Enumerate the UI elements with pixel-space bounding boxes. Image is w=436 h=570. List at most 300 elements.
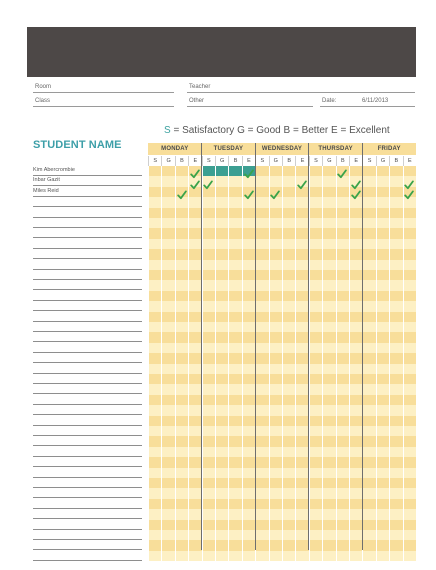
rating-cell[interactable] — [188, 270, 201, 280]
rating-cell[interactable] — [376, 416, 389, 426]
rating-cell[interactable] — [215, 364, 228, 374]
rating-cell[interactable] — [148, 187, 161, 197]
rating-cell[interactable] — [255, 218, 268, 228]
rating-cell[interactable] — [228, 249, 241, 259]
rating-cell[interactable] — [269, 395, 282, 405]
rating-cell[interactable] — [255, 239, 268, 249]
rating-cell[interactable] — [282, 166, 295, 176]
rating-cell[interactable] — [309, 260, 322, 270]
rating-cell[interactable] — [215, 291, 228, 301]
rating-cell[interactable] — [336, 468, 349, 478]
rating-cell[interactable] — [349, 218, 362, 228]
rating-cell[interactable] — [349, 353, 362, 363]
rating-cell[interactable] — [389, 218, 402, 228]
rating-cell[interactable] — [322, 405, 335, 415]
rating-cell[interactable] — [228, 270, 241, 280]
rating-cell[interactable] — [242, 239, 255, 249]
rating-cell[interactable] — [376, 405, 389, 415]
rating-cell[interactable] — [282, 187, 295, 197]
rating-cell[interactable] — [255, 301, 268, 311]
rating-cell[interactable] — [161, 343, 174, 353]
rating-cell[interactable] — [376, 436, 389, 446]
rating-cell[interactable] — [282, 405, 295, 415]
rating-cell[interactable] — [188, 249, 201, 259]
rating-cell[interactable] — [309, 197, 322, 207]
rating-cell[interactable] — [269, 447, 282, 457]
rating-cell[interactable] — [403, 457, 416, 467]
rating-cell[interactable] — [349, 436, 362, 446]
rating-cell[interactable] — [148, 374, 161, 384]
rating-cell[interactable] — [148, 530, 161, 540]
rating-cell[interactable] — [376, 332, 389, 342]
rating-cell[interactable] — [336, 405, 349, 415]
rating-cell[interactable] — [309, 218, 322, 228]
rating-cell[interactable] — [349, 520, 362, 530]
rating-cell[interactable] — [255, 374, 268, 384]
rating-cell[interactable] — [148, 312, 161, 322]
rating-cell[interactable] — [269, 468, 282, 478]
rating-cell[interactable] — [403, 405, 416, 415]
rating-cell[interactable] — [202, 301, 215, 311]
rating-cell[interactable] — [389, 426, 402, 436]
rating-cell[interactable] — [161, 208, 174, 218]
rating-cell[interactable] — [362, 228, 375, 238]
rating-cell[interactable] — [309, 208, 322, 218]
rating-cell[interactable] — [202, 353, 215, 363]
rating-cell[interactable] — [295, 447, 308, 457]
rating-cell[interactable] — [175, 436, 188, 446]
rating-cell[interactable] — [362, 312, 375, 322]
rating-cell[interactable] — [215, 312, 228, 322]
rating-cell[interactable] — [269, 488, 282, 498]
rating-cell[interactable] — [403, 228, 416, 238]
rating-cell[interactable] — [202, 280, 215, 290]
rating-cell[interactable] — [336, 270, 349, 280]
rating-cell[interactable] — [309, 187, 322, 197]
rating-cell[interactable] — [255, 280, 268, 290]
rating-cell[interactable] — [202, 322, 215, 332]
rating-cell[interactable] — [349, 260, 362, 270]
rating-cell[interactable] — [389, 468, 402, 478]
rating-cell[interactable] — [228, 488, 241, 498]
rating-cell[interactable] — [322, 280, 335, 290]
rating-cell[interactable] — [175, 270, 188, 280]
rating-cell[interactable] — [148, 499, 161, 509]
rating-cell[interactable] — [309, 405, 322, 415]
rating-cell[interactable] — [309, 291, 322, 301]
rating-cell[interactable] — [389, 395, 402, 405]
rating-cell[interactable] — [188, 468, 201, 478]
student-name-row[interactable] — [33, 509, 142, 519]
rating-cell[interactable] — [215, 457, 228, 467]
rating-cell[interactable] — [228, 187, 241, 197]
rating-cell[interactable] — [322, 291, 335, 301]
rating-cell[interactable] — [349, 208, 362, 218]
rating-cell[interactable] — [175, 176, 188, 186]
rating-cell[interactable] — [148, 280, 161, 290]
rating-cell[interactable] — [148, 457, 161, 467]
rating-cell[interactable] — [188, 218, 201, 228]
rating-cell[interactable] — [349, 478, 362, 488]
rating-cell[interactable] — [336, 312, 349, 322]
rating-cell[interactable] — [215, 499, 228, 509]
rating-cell[interactable] — [255, 405, 268, 415]
rating-cell[interactable] — [403, 488, 416, 498]
rating-cell[interactable] — [349, 395, 362, 405]
rating-cell[interactable] — [362, 520, 375, 530]
rating-cell[interactable] — [282, 176, 295, 186]
rating-cell[interactable] — [228, 239, 241, 249]
rating-cell[interactable] — [202, 312, 215, 322]
rating-cell[interactable] — [403, 447, 416, 457]
rating-cell[interactable] — [403, 436, 416, 446]
rating-cell[interactable] — [148, 353, 161, 363]
rating-cell[interactable] — [309, 395, 322, 405]
rating-cell[interactable] — [148, 197, 161, 207]
rating-cell[interactable] — [322, 551, 335, 561]
rating-cell[interactable] — [309, 457, 322, 467]
rating-cell[interactable] — [269, 228, 282, 238]
rating-cell[interactable] — [188, 499, 201, 509]
rating-cell[interactable] — [148, 405, 161, 415]
rating-cell[interactable] — [202, 197, 215, 207]
rating-cell[interactable] — [295, 270, 308, 280]
rating-cell[interactable] — [295, 405, 308, 415]
rating-cell[interactable] — [336, 530, 349, 540]
rating-cell[interactable] — [403, 384, 416, 394]
rating-cell[interactable] — [269, 426, 282, 436]
rating-cell[interactable] — [269, 176, 282, 186]
rating-cell[interactable] — [148, 488, 161, 498]
rating-cell[interactable] — [282, 436, 295, 446]
rating-cell[interactable] — [362, 384, 375, 394]
rating-cell[interactable] — [148, 218, 161, 228]
rating-cell[interactable] — [228, 301, 241, 311]
rating-cell[interactable] — [202, 270, 215, 280]
rating-cell[interactable] — [389, 447, 402, 457]
rating-cell[interactable] — [255, 332, 268, 342]
rating-cell[interactable] — [202, 457, 215, 467]
rating-cell[interactable] — [322, 509, 335, 519]
rating-cell[interactable] — [336, 457, 349, 467]
rating-cell[interactable] — [269, 530, 282, 540]
rating-cell[interactable] — [242, 457, 255, 467]
rating-cell[interactable] — [389, 343, 402, 353]
rating-cell[interactable] — [215, 166, 228, 176]
rating-cell[interactable] — [362, 332, 375, 342]
rating-cell[interactable] — [202, 384, 215, 394]
rating-cell[interactable] — [336, 197, 349, 207]
rating-cell[interactable] — [322, 499, 335, 509]
rating-cell[interactable] — [175, 447, 188, 457]
rating-cell[interactable] — [322, 270, 335, 280]
rating-cell[interactable] — [282, 291, 295, 301]
rating-cell[interactable] — [322, 332, 335, 342]
room-field[interactable] — [33, 92, 174, 93]
student-name-row[interactable] — [33, 374, 142, 384]
rating-cell[interactable] — [255, 228, 268, 238]
rating-cell[interactable] — [161, 301, 174, 311]
rating-cell[interactable] — [309, 478, 322, 488]
rating-cell[interactable] — [309, 374, 322, 384]
rating-cell[interactable] — [295, 218, 308, 228]
rating-cell[interactable] — [175, 166, 188, 176]
rating-cell[interactable] — [269, 312, 282, 322]
rating-cell[interactable] — [188, 301, 201, 311]
rating-cell[interactable] — [295, 468, 308, 478]
rating-cell[interactable] — [362, 509, 375, 519]
rating-cell[interactable] — [336, 395, 349, 405]
rating-cell[interactable] — [376, 447, 389, 457]
rating-cell[interactable] — [309, 270, 322, 280]
rating-cell[interactable] — [309, 364, 322, 374]
rating-cell[interactable] — [336, 343, 349, 353]
rating-cell[interactable] — [376, 384, 389, 394]
rating-cell[interactable] — [255, 364, 268, 374]
rating-cell[interactable] — [215, 208, 228, 218]
rating-cell[interactable] — [255, 499, 268, 509]
rating-cell[interactable] — [202, 447, 215, 457]
rating-cell[interactable] — [403, 520, 416, 530]
rating-cell[interactable] — [228, 343, 241, 353]
rating-cell[interactable] — [309, 353, 322, 363]
rating-cell[interactable] — [202, 551, 215, 561]
rating-cell[interactable] — [188, 197, 201, 207]
rating-cell[interactable] — [175, 364, 188, 374]
rating-cell[interactable] — [202, 395, 215, 405]
rating-cell[interactable] — [282, 270, 295, 280]
rating-cell[interactable] — [215, 322, 228, 332]
student-name-row[interactable] — [33, 239, 142, 249]
rating-cell[interactable] — [242, 270, 255, 280]
rating-cell[interactable] — [188, 312, 201, 322]
rating-cell[interactable] — [376, 312, 389, 322]
rating-cell[interactable] — [349, 530, 362, 540]
rating-cell[interactable] — [215, 353, 228, 363]
rating-cell[interactable] — [269, 353, 282, 363]
rating-cell[interactable] — [215, 416, 228, 426]
rating-cell[interactable] — [202, 343, 215, 353]
rating-cell[interactable] — [215, 395, 228, 405]
rating-cell[interactable] — [322, 395, 335, 405]
rating-cell[interactable] — [228, 457, 241, 467]
rating-cell[interactable] — [148, 228, 161, 238]
rating-cell[interactable] — [362, 280, 375, 290]
rating-cell[interactable] — [215, 249, 228, 259]
rating-cell[interactable] — [349, 343, 362, 353]
rating-cell[interactable] — [161, 436, 174, 446]
rating-cell[interactable] — [403, 468, 416, 478]
rating-cell[interactable] — [269, 280, 282, 290]
rating-cell[interactable] — [349, 280, 362, 290]
teacher-field[interactable] — [187, 92, 415, 93]
rating-cell[interactable] — [228, 520, 241, 530]
rating-cell[interactable] — [322, 239, 335, 249]
rating-cell[interactable] — [282, 228, 295, 238]
rating-cell[interactable] — [309, 509, 322, 519]
rating-cell[interactable] — [215, 374, 228, 384]
rating-cell[interactable] — [255, 447, 268, 457]
student-name-row[interactable] — [33, 540, 142, 550]
rating-cell[interactable] — [188, 239, 201, 249]
rating-cell[interactable] — [282, 343, 295, 353]
rating-cell[interactable] — [309, 249, 322, 259]
rating-cell[interactable] — [255, 343, 268, 353]
rating-cell[interactable] — [228, 364, 241, 374]
rating-cell[interactable] — [255, 478, 268, 488]
rating-cell[interactable] — [336, 218, 349, 228]
rating-cell[interactable] — [148, 364, 161, 374]
rating-cell[interactable] — [295, 343, 308, 353]
rating-cell[interactable] — [228, 478, 241, 488]
rating-cell[interactable] — [322, 343, 335, 353]
rating-cell[interactable] — [228, 291, 241, 301]
rating-cell[interactable] — [215, 384, 228, 394]
rating-cell[interactable] — [215, 332, 228, 342]
rating-cell[interactable] — [376, 364, 389, 374]
rating-cell[interactable] — [295, 228, 308, 238]
rating-cell[interactable] — [255, 322, 268, 332]
rating-cell[interactable] — [255, 384, 268, 394]
rating-cell[interactable] — [228, 353, 241, 363]
rating-cell[interactable] — [376, 187, 389, 197]
rating-cell[interactable] — [309, 343, 322, 353]
rating-cell[interactable] — [403, 270, 416, 280]
rating-cell[interactable] — [188, 540, 201, 550]
rating-cell[interactable] — [269, 208, 282, 218]
rating-cell[interactable] — [255, 530, 268, 540]
rating-cell[interactable] — [349, 291, 362, 301]
rating-cell[interactable] — [309, 280, 322, 290]
rating-cell[interactable] — [242, 260, 255, 270]
rating-cell[interactable] — [336, 322, 349, 332]
rating-cell[interactable] — [322, 488, 335, 498]
rating-cell[interactable] — [362, 426, 375, 436]
rating-cell[interactable] — [215, 239, 228, 249]
rating-cell[interactable] — [336, 551, 349, 561]
rating-cell[interactable] — [376, 280, 389, 290]
student-name-row[interactable] — [33, 353, 142, 363]
rating-cell[interactable] — [161, 447, 174, 457]
rating-cell[interactable] — [242, 540, 255, 550]
rating-cell[interactable] — [389, 478, 402, 488]
rating-cell[interactable] — [202, 228, 215, 238]
rating-cell[interactable] — [309, 468, 322, 478]
rating-cell[interactable] — [282, 332, 295, 342]
rating-cell[interactable] — [295, 332, 308, 342]
rating-cell[interactable] — [188, 509, 201, 519]
rating-cell[interactable] — [148, 249, 161, 259]
rating-cell[interactable] — [376, 457, 389, 467]
rating-cell[interactable] — [215, 509, 228, 519]
rating-cell[interactable] — [242, 416, 255, 426]
rating-cell[interactable] — [295, 374, 308, 384]
rating-cell[interactable] — [188, 416, 201, 426]
rating-cell[interactable] — [349, 468, 362, 478]
rating-cell[interactable] — [349, 457, 362, 467]
student-name-row[interactable] — [33, 270, 142, 280]
rating-cell[interactable] — [322, 249, 335, 259]
rating-cell[interactable] — [215, 343, 228, 353]
rating-cell[interactable] — [322, 520, 335, 530]
rating-cell[interactable] — [322, 208, 335, 218]
date-field[interactable] — [320, 106, 415, 107]
rating-cell[interactable] — [295, 478, 308, 488]
rating-cell[interactable] — [188, 436, 201, 446]
rating-cell[interactable] — [349, 312, 362, 322]
rating-cell[interactable] — [309, 488, 322, 498]
rating-cell[interactable] — [295, 364, 308, 374]
rating-cell[interactable] — [403, 530, 416, 540]
rating-cell[interactable] — [228, 551, 241, 561]
rating-cell[interactable] — [242, 228, 255, 238]
rating-cell[interactable] — [389, 353, 402, 363]
rating-cell[interactable] — [389, 499, 402, 509]
rating-cell[interactable] — [349, 416, 362, 426]
rating-cell[interactable] — [403, 426, 416, 436]
rating-cell[interactable] — [362, 447, 375, 457]
rating-cell[interactable] — [242, 353, 255, 363]
rating-cell[interactable] — [376, 228, 389, 238]
rating-cell[interactable] — [309, 228, 322, 238]
rating-cell[interactable] — [215, 478, 228, 488]
rating-cell[interactable] — [228, 208, 241, 218]
student-name-row[interactable] — [33, 312, 142, 322]
rating-cell[interactable] — [282, 249, 295, 259]
rating-cell[interactable] — [269, 322, 282, 332]
rating-cell[interactable] — [389, 436, 402, 446]
rating-cell[interactable] — [376, 343, 389, 353]
rating-cell[interactable] — [228, 312, 241, 322]
student-name-row[interactable] — [33, 291, 142, 301]
rating-cell[interactable] — [376, 270, 389, 280]
rating-cell[interactable] — [403, 208, 416, 218]
rating-cell[interactable] — [389, 488, 402, 498]
rating-cell[interactable] — [376, 478, 389, 488]
rating-cell[interactable] — [175, 509, 188, 519]
rating-cell[interactable] — [215, 197, 228, 207]
rating-cell[interactable] — [202, 540, 215, 550]
rating-cell[interactable] — [362, 166, 375, 176]
rating-cell[interactable] — [202, 520, 215, 530]
rating-cell[interactable] — [228, 374, 241, 384]
rating-cell[interactable] — [161, 405, 174, 415]
rating-cell[interactable] — [148, 260, 161, 270]
rating-cell[interactable] — [175, 228, 188, 238]
rating-cell[interactable] — [215, 260, 228, 270]
student-name-row[interactable] — [33, 499, 142, 509]
rating-cell[interactable] — [161, 551, 174, 561]
student-name-row[interactable] — [33, 457, 142, 467]
rating-cell[interactable] — [202, 416, 215, 426]
rating-cell[interactable] — [336, 260, 349, 270]
rating-cell[interactable] — [336, 353, 349, 363]
rating-cell[interactable] — [161, 540, 174, 550]
rating-cell[interactable] — [336, 249, 349, 259]
rating-cell[interactable] — [362, 260, 375, 270]
student-name-row[interactable] — [33, 260, 142, 270]
rating-cell[interactable] — [242, 395, 255, 405]
rating-cell[interactable] — [336, 520, 349, 530]
rating-cell[interactable] — [309, 447, 322, 457]
rating-cell[interactable] — [336, 478, 349, 488]
rating-cell[interactable] — [255, 520, 268, 530]
rating-cell[interactable] — [188, 364, 201, 374]
rating-cell[interactable] — [269, 301, 282, 311]
rating-cell[interactable] — [403, 353, 416, 363]
rating-cell[interactable] — [188, 353, 201, 363]
student-name-row[interactable] — [33, 416, 142, 426]
